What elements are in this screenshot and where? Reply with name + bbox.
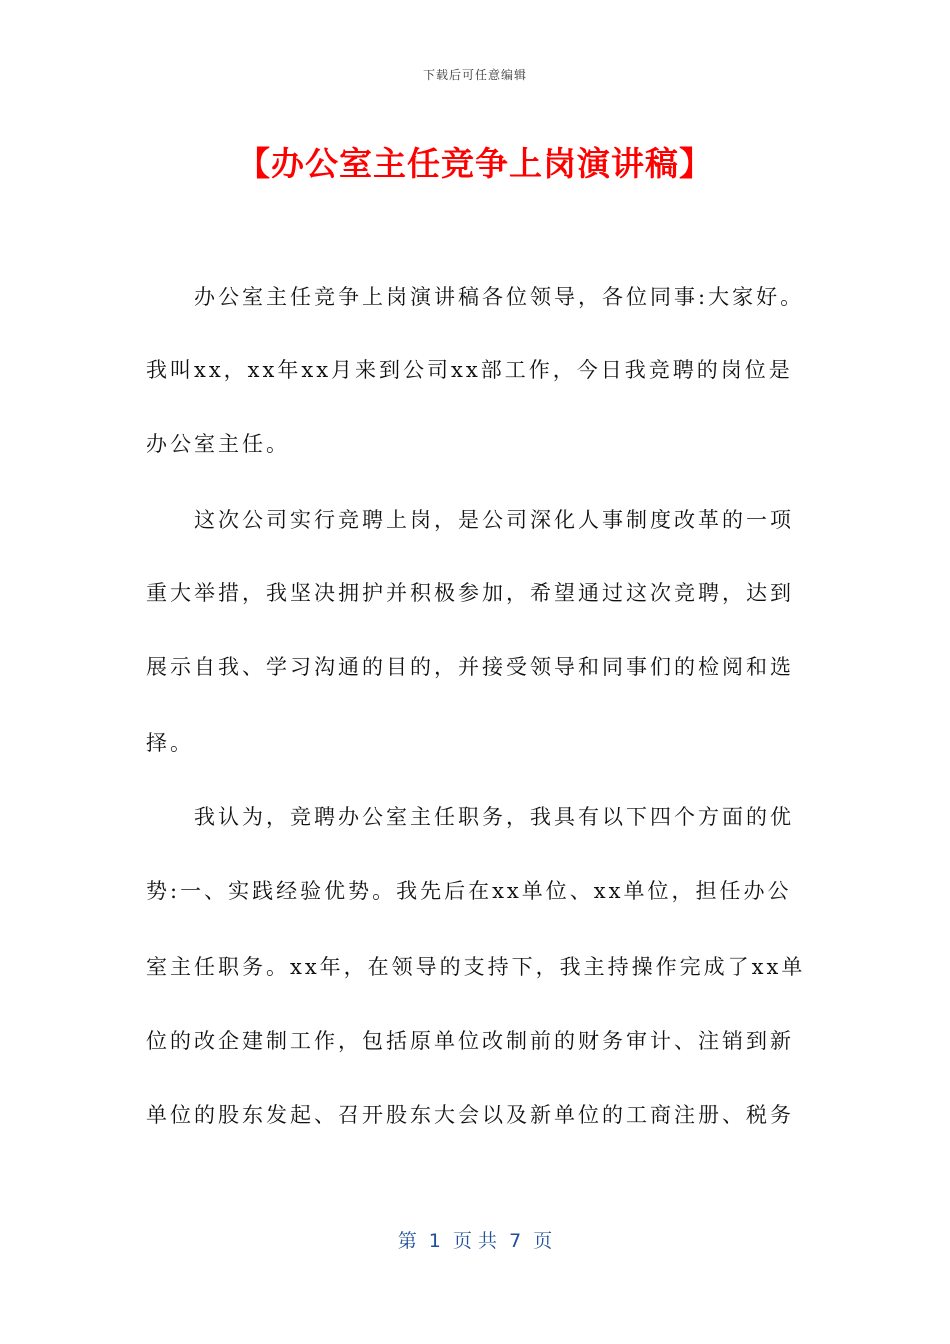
header-note: 下载后可任意编辑 [422, 68, 527, 82]
body-line: 我叫xx，xx年xx月来到公司xx部工作，今日我竞聘的岗位是 [146, 358, 793, 382]
body-line: 势:一、实践经验优势。我先后在xx单位、xx单位，担任办公 [146, 879, 792, 903]
body-line: 重大举措，我坚决拥护并积极参加，希望通过这次竞聘，达到 [146, 581, 794, 605]
body-line: 展示自我、学习沟通的目的，并接受领导和同事们的检阅和选 [146, 655, 794, 679]
page-number-footer: 第 1 页 共 7 页 [397, 1230, 553, 1252]
body-line: 我认为，竞聘办公室主任职务，我具有以下四个方面的优 [146, 805, 794, 829]
body-line: 办公室主任竞争上岗演讲稿各位领导，各位同事:大家好。 [146, 285, 805, 309]
document-title: 【办公室主任竞争上岗演讲稿】 [237, 144, 713, 183]
body-line: 办公室主任。 [146, 432, 290, 456]
body-line: 择。 [146, 731, 194, 755]
body-line: 室主任职务。xx年，在领导的支持下，我主持操作完成了xx单 [146, 955, 806, 979]
body-line: 位的改企建制工作，包括原单位改制前的财务审计、注销到新 [146, 1029, 794, 1053]
body-line: 这次公司实行竞聘上岗，是公司深化人事制度改革的一项 [146, 508, 794, 532]
body-line: 单位的股东发起、召开股东大会以及新单位的工商注册、税务 [146, 1103, 794, 1127]
